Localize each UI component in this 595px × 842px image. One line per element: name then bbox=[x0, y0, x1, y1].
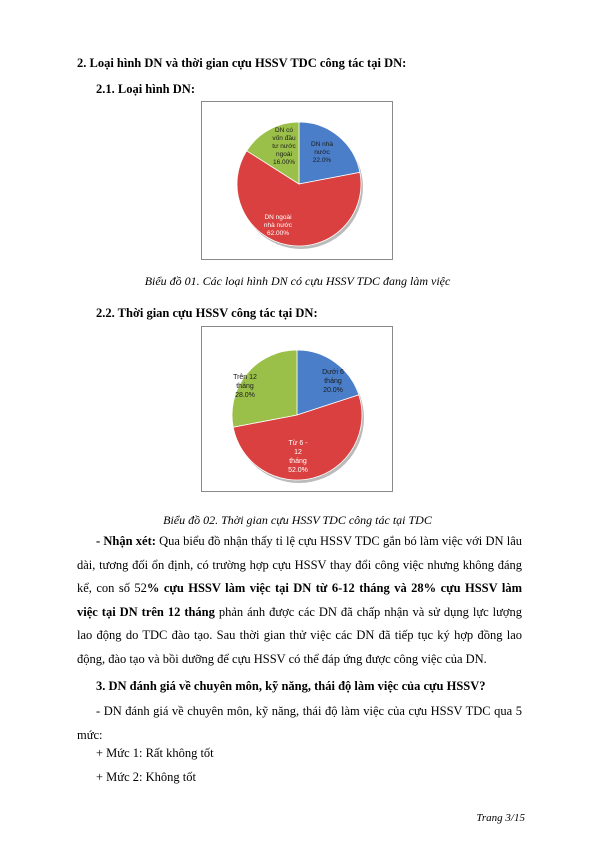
level-2-item: + Mức 2: Không tốt bbox=[96, 770, 196, 784]
remark-bold: % cựu HSSV làm việc tại DN từ 6-12 tháng và 28% cựu HSSV làm việc tại DN trên 12 tháng bbox=[77, 581, 522, 619]
pie-slice-label-0: Dưới 6 tháng 20.0% bbox=[322, 369, 344, 394]
remark-label: - Nhận xét: bbox=[96, 534, 156, 548]
level-1-item: + Mức 1: Rất không tốt bbox=[96, 746, 214, 760]
pie-chart-1 bbox=[202, 102, 392, 259]
pie-slice-label-2: Trên 12 tháng 28.0% bbox=[233, 374, 257, 399]
section-3-intro bbox=[77, 700, 522, 747]
remark-paragraph bbox=[77, 530, 522, 671]
pie-slice-label-2: DN có vốn đầu tư nước ngoài 16.00% bbox=[272, 127, 296, 166]
subsection-2-2-heading: 2.2. Thời gian cựu HSSV công tác tại DN: bbox=[96, 306, 318, 320]
pie-slice-label-1: DN ngoài nhà nước 62.00% bbox=[263, 214, 293, 237]
subsection-2-1-heading: 2.1. Loại hình DN: bbox=[96, 82, 195, 96]
chart-2-frame bbox=[201, 326, 393, 492]
section-3-intro-text: - DN đánh giá về chuyên môn, kỹ năng, thái độ làm việc của cựu HSSV TDC qua 5 mức: bbox=[77, 704, 522, 742]
page-number: Trang 3/15 bbox=[476, 812, 525, 824]
remark-text-2: phản ánh được các DN đã chấp nhận và sử dụng lực lượng lao động do TDC đào tạo. Sau thời gian thử việc các DN đã tiếp tục ký hợp đồng lao động, đào tạo và bồi dưỡng để cựu HSSV có thể đáp ứng được công việc của DN. bbox=[77, 604, 522, 666]
section-3-heading: 3. DN đánh giá về chuyên môn, kỹ năng, thái độ làm việc của cựu HSSV? bbox=[96, 679, 486, 693]
chart-2-caption: Biểu đồ 02. Thời gian cựu HSSV TDC công tác tại TDC bbox=[163, 513, 432, 527]
chart-1-frame bbox=[201, 101, 393, 260]
pie-slice-label-1: Từ 6 -12 tháng 52.0% bbox=[288, 440, 308, 474]
pie-slice-label-0: DN nhà nước 22.0% bbox=[310, 141, 334, 164]
pie-chart-2 bbox=[202, 327, 392, 491]
section-2-heading: 2. Loại hình DN và thời gian cựu HSSV TDC công tác tại DN: bbox=[77, 56, 407, 70]
remark-text-1: Qua biểu đồ nhận thấy tỉ lệ cựu HSSV TDC gắn bó làm việc với DN lâu dài, tương đối ổn định, có trường hợp cựu HSSV thay đổi công việc nhưng không đáng kể, con số 52 bbox=[77, 534, 523, 595]
chart-1-caption: Biểu đồ 01. Các loại hình DN có cựu HSSV TDC đang làm việc bbox=[144, 274, 451, 288]
